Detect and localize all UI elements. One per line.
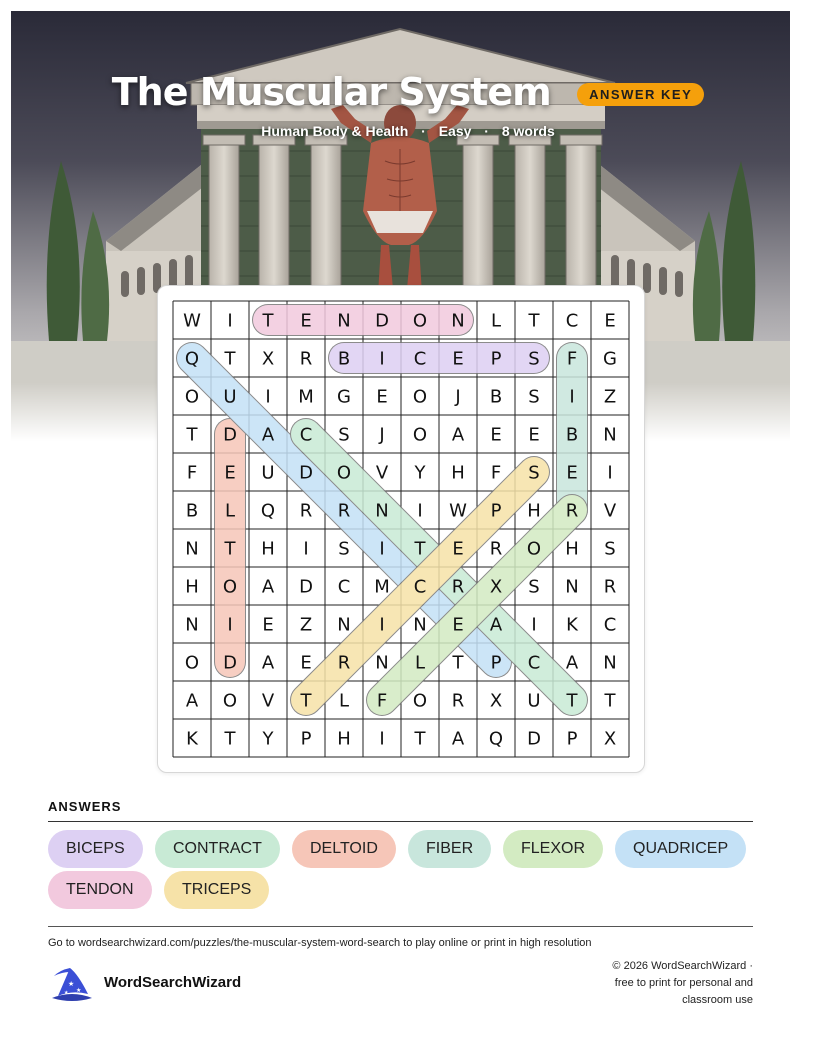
grid-letter: N [375,500,389,522]
grid-letter: D [299,462,313,484]
grid-letter: O [412,386,428,408]
grid-letter: N [185,614,199,636]
copyright-notice [533,958,753,1009]
grid-letter: C [527,652,541,674]
grid-letter: M [298,386,314,408]
grid-letter: E [452,348,464,370]
grid-letter: S [528,576,540,598]
grid-letter: E [604,310,616,332]
grid-letter: I [379,614,385,636]
grid-letter: I [227,614,233,636]
wizard-hat-icon [48,964,96,1004]
answer-pill: FIBER [408,830,491,868]
grid-letter: T [224,538,236,560]
divider [48,926,753,927]
grid-letter: H [185,576,199,598]
grid-letter: R [451,690,465,712]
grid-letter: I [417,500,423,522]
divider [48,821,753,822]
puzzle-card [157,285,645,773]
grid-letter: T [262,310,274,332]
answer-key-badge: ANSWER KEY [577,83,704,106]
grid-letter: Y [414,462,426,484]
grid-letter: R [603,576,617,598]
grid-letter: Q [260,500,276,522]
grid-letter: W [183,310,201,332]
word-search-grid [158,286,644,772]
answer-pill: QUADRICEP [615,830,746,868]
grid-letter: D [299,576,313,598]
grid-letter: O [336,462,352,484]
grid-letter: T [528,310,540,332]
grid-letter: G [603,348,617,370]
grid-letter: M [374,576,390,598]
grid-letter: R [299,348,313,370]
grid-letter: O [412,310,428,332]
grid-letter: O [184,652,200,674]
grid-letter: P [490,652,502,674]
grid-letter: A [185,690,199,712]
grid-letter: T [414,538,426,560]
grid-letter: L [414,652,426,674]
page-title: The Muscular System [111,70,551,114]
grid-letter: O [184,386,200,408]
grid-letter: F [566,348,578,370]
grid-letter: Q [488,728,504,750]
category-label: Human Body & Health [261,123,409,139]
grid-letter: U [527,690,541,712]
grid-letter: U [223,386,237,408]
grid-letter: P [300,728,312,750]
answers-heading: ANSWERS [48,799,122,814]
grid-letter: V [603,500,617,522]
grid-letter: I [379,348,385,370]
grid-letter: I [607,462,613,484]
grid-letter: E [452,538,464,560]
answer-pill: FLEXOR [503,830,603,868]
grid-letter: I [303,538,309,560]
separator-dot: · [484,123,489,139]
grid-letter: E [528,424,540,446]
grid-letter: B [489,386,503,408]
grid-letter: R [337,500,351,522]
grid-letter: E [490,424,502,446]
grid-letter: N [413,614,427,636]
grid-letter: A [451,424,465,446]
separator-dot: · [421,123,426,139]
grid-letter: X [489,576,503,598]
grid-letter: X [489,690,503,712]
answer-pill: BICEPS [48,830,143,868]
grid-letter: E [376,386,388,408]
grid-letter: C [565,310,579,332]
grid-letter: W [449,500,467,522]
grid-letter: A [261,576,275,598]
grid-letter: R [489,538,503,560]
grid-letter: A [261,652,275,674]
puzzle-meta [0,123,816,139]
grid-letter: I [379,538,385,560]
grid-letter: V [261,690,275,712]
grid-letter: T [452,652,464,674]
grid-letter: T [224,728,236,750]
grid-letter: O [526,538,542,560]
grid-letter: B [185,500,199,522]
grid-letter: I [265,386,271,408]
grid-letter: K [566,614,578,636]
grid-letter: C [337,576,351,598]
grid-letter: Y [262,728,274,750]
grid-letter: P [566,728,578,750]
grid-letter: N [375,652,389,674]
grid-letter: D [527,728,541,750]
grid-letter: T [224,348,236,370]
grid-letter: I [227,310,233,332]
grid-letter: S [528,386,540,408]
grid-letter: R [337,652,351,674]
grid-letter: P [490,500,502,522]
grid-letter: D [375,310,389,332]
grid-letter: T [186,424,198,446]
brand-name[interactable]: WordSearchWizard [104,974,242,991]
grid-letter: O [222,576,238,598]
grid-letter: H [261,538,275,560]
grid-letter: N [603,424,617,446]
grid-letter: C [413,348,427,370]
grid-letter: O [412,424,428,446]
word-count-label: 8 words [501,123,555,139]
footer-link-text[interactable]: Go to wordsearchwizard.com/puzzles/the-muscular-system-word-search to play online or print in high resolution [48,937,592,949]
copyright-line: © 2026 WordSearchWizard · [612,960,753,972]
grid-letter: I [531,614,537,636]
grid-letter: R [565,500,579,522]
grid-letter: K [186,728,198,750]
answer-pill: CONTRACT [155,830,280,868]
copyright-line: free to print for personal and [614,977,753,989]
title-block [0,70,816,114]
grid-letter: N [185,538,199,560]
grid-letter: B [565,424,579,446]
grid-letter: F [186,462,198,484]
grid-letter: S [528,348,540,370]
grid-letter: X [603,728,617,750]
grid-letter: B [337,348,351,370]
grid-letter: C [299,424,313,446]
grid-letter: S [604,538,616,560]
grid-letter: C [413,576,427,598]
grid-letter: O [412,690,428,712]
grid-letter: H [527,500,541,522]
grid-letter: T [300,690,312,712]
grid-letter: N [603,652,617,674]
grid-letter: Q [184,348,200,370]
grid-letter: V [375,462,389,484]
grid-letter: R [451,576,465,598]
copyright-line: classroom use [682,994,753,1006]
grid-letter: J [455,386,461,408]
grid-letter: T [604,690,616,712]
grid-letter: N [337,614,351,636]
grid-letter: D [223,424,237,446]
grid-letter: A [451,728,465,750]
grid-letter: J [379,424,385,446]
grid-letter: L [338,690,350,712]
grid-letter: X [261,348,275,370]
svg-text:★: ★ [64,990,69,996]
grid-letter: E [566,462,578,484]
grid-letter: T [414,728,426,750]
grid-letter: F [490,462,502,484]
grid-letter: F [376,690,388,712]
grid-letter: N [337,310,351,332]
grid-letter: E [300,310,312,332]
grid-letter: E [300,652,312,674]
grid-letter: S [338,424,350,446]
grid-letter: L [224,500,236,522]
grid-letter: O [222,690,238,712]
grid-letter: I [379,728,385,750]
svg-text:★: ★ [68,980,75,988]
grid-letter: S [528,462,540,484]
grid-letter: E [452,614,464,636]
grid-letter: Z [299,614,313,636]
grid-letter: D [223,652,237,674]
grid-letter: A [261,424,275,446]
grid-letter: H [337,728,351,750]
grid-letter: S [338,538,350,560]
grid-letter: N [565,576,579,598]
answer-pill: DELTOID [292,830,396,868]
grid-letter: T [566,690,578,712]
svg-text:★: ★ [76,987,82,994]
grid-letter: A [489,614,503,636]
grid-letter: L [490,310,502,332]
grid-letter: E [262,614,274,636]
grid-letter: P [490,348,502,370]
grid-letter: E [224,462,236,484]
grid-letter: N [451,310,465,332]
difficulty-label: Easy [438,123,472,139]
grid-letter: H [565,538,579,560]
grid-letter: H [451,462,465,484]
grid-letter: C [603,614,617,636]
answer-pill: TRICEPS [164,871,269,909]
grid-letter: U [261,462,275,484]
answer-pill: TENDON [48,871,152,909]
grid-letter: R [299,500,313,522]
grid-letter: Z [603,386,617,408]
grid-letter: A [565,652,579,674]
grid-letter: G [337,386,351,408]
grid-letter: I [569,386,575,408]
